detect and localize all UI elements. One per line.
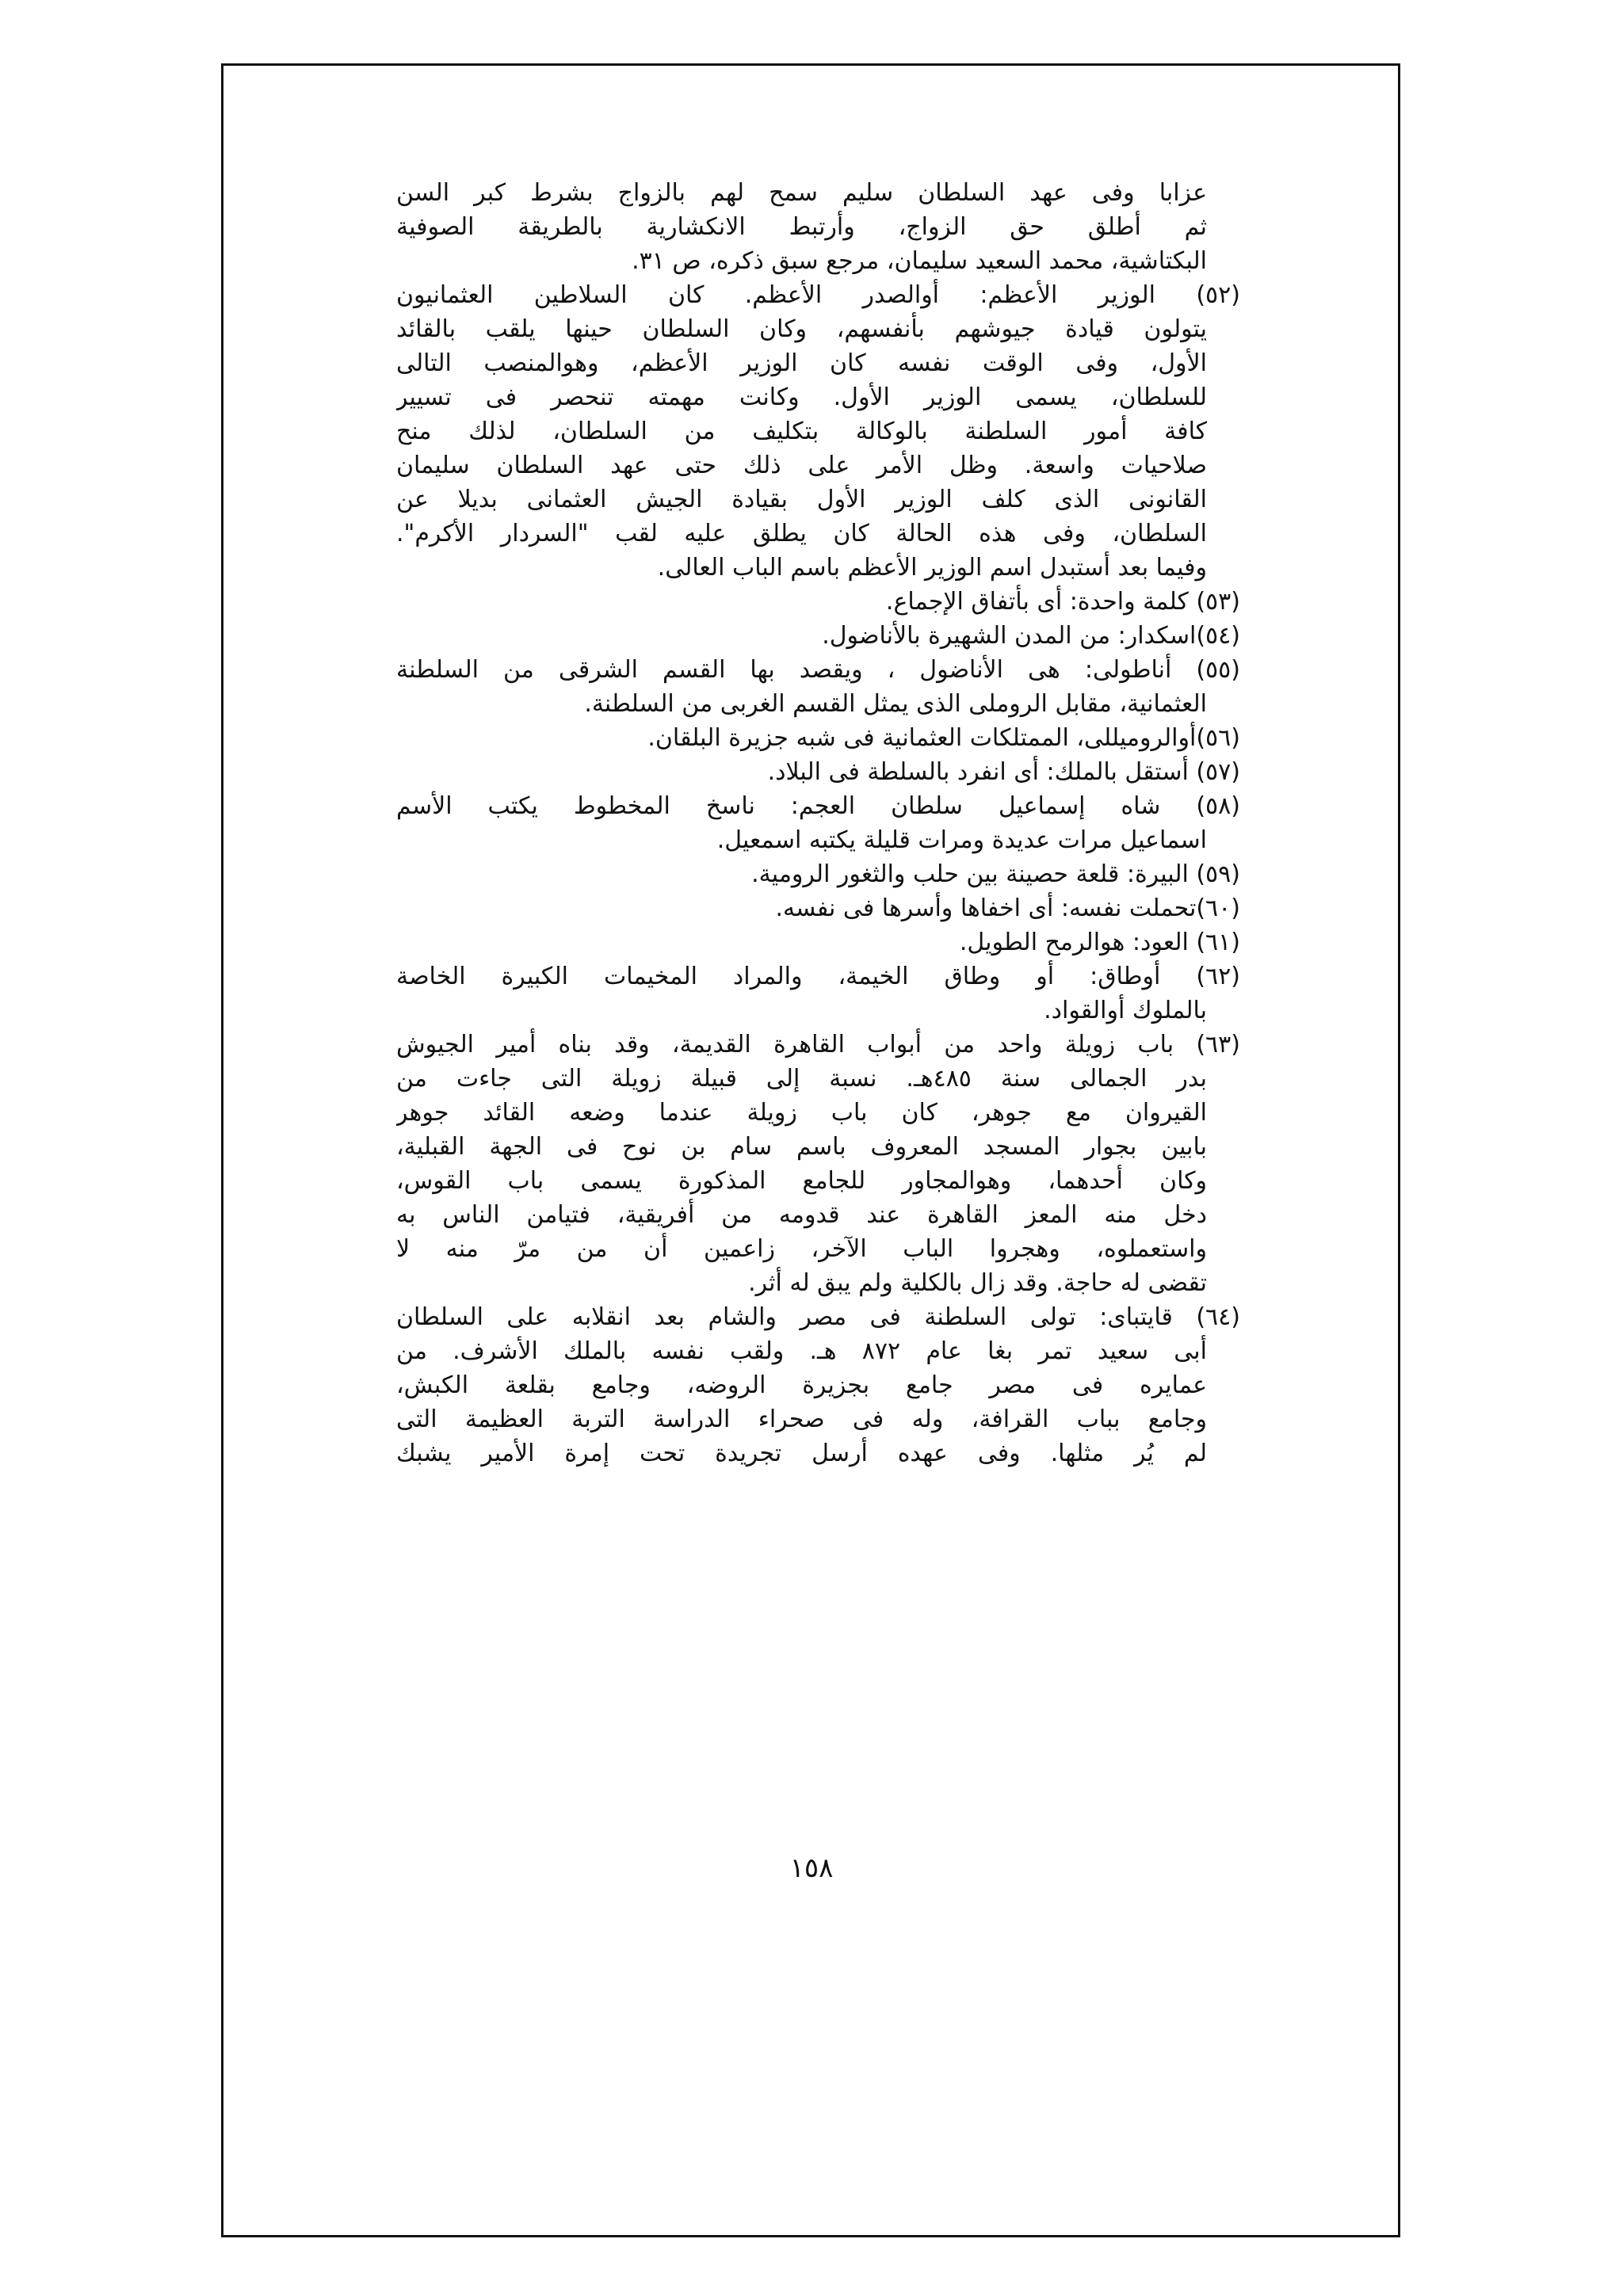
text-line: الأول، وفى الوقت نفسه كان الوزير الأعظم، وهوالمنصب التالى: [396, 349, 1207, 377]
footnotes-text-block: [396, 176, 1240, 1470]
text-line: (٦٢) أوطاق: أو وطاق الخيمة، والمراد المخيمات الكبيرة الخاصة: [396, 963, 1240, 990]
text-line: بالملوك أوالقواد.: [1044, 997, 1207, 1024]
text-line: عمايره فى مصر جامع بجزيرة الروضه، وجامع بقلعة الكبش،: [396, 1371, 1207, 1399]
text-line: أبى سعيد تمر بغا عام ٨٧٢ هـ. ولقب نفسه بالملك الأشرف. من: [396, 1337, 1207, 1365]
text-line: (٥٩) البيرة: قلعة حصينة بين حلب والثغور الرومية.: [751, 860, 1240, 888]
text-line: ثم أطلق حق الزواج، وأرتبط الانكشارية بالطريقة الصوفية: [396, 213, 1207, 241]
text-line: القانونى الذى كلف الوزير الأول بقيادة الجيش العثمانى بديلا عن: [396, 486, 1207, 513]
text-line: بدر الجمالى سنة ٤٨٥هـ. نسبة إلى قبيلة زويلة التى جاءت من: [396, 1065, 1208, 1093]
text-line: (٥٢) الوزير الأعظم: أوالصدر الأعظم. كان السلاطين العثمانيون: [396, 281, 1240, 309]
text-line: وفيما بعد أستبدل اسم الوزير الأعظم باسم الباب العالى.: [657, 554, 1207, 582]
text-line: يتولون قيادة جيوشهم بأنفسهم، وكان السلطان حينها يلقب بالقائد: [396, 315, 1207, 343]
text-line: (٥٧) أستقل بالملك: أى انفرد بالسلطة فى البلاد.: [767, 758, 1240, 786]
text-line: صلاحيات واسعة. وظل الأمر على ذلك حتى عهد السلطان سليمان: [396, 452, 1207, 479]
text-line: اسماعيل مرات عديدة ومرات قليلة يكتبه اسمعيل.: [716, 826, 1207, 854]
text-line: (٦٠)تحملت نفسه: أى اخفاها وأسرها فى نفسه.: [775, 894, 1240, 922]
text-line: (٦١) العود: هوالرمح الطويل.: [959, 929, 1240, 956]
text-line: (٥٥) أناطولى: هى الأناضول ، ويقصد بها القسم الشرقى من السلطنة: [396, 656, 1240, 684]
text-line: العثمانية، مقابل الروملى الذى يمثل القسم الغربى من السلطنة.: [584, 690, 1207, 718]
text-line: كافة أمور السلطنة بالوكالة بتكليف من السلطان، لذلك منح: [396, 418, 1207, 445]
text-line: تقضى له حاجة. وقد زال بالكلية ولم يبق له أثر.: [748, 1269, 1207, 1297]
text-line: واستعملوه، وهجروا الباب الآخر، زاعمين أن من مرّ منه لا: [396, 1235, 1207, 1263]
text-line: للسلطان، يسمى الوزير الأول. وكانت مهمته تنحصر فى تسيير: [396, 383, 1207, 411]
text-line: وجامع بباب القرافة، وله فى صحراء الدراسة التربة العظيمة التى: [396, 1405, 1207, 1433]
text-line: عزابا وفى عهد السلطان سليم سمح لهم بالزواج بشرط كبر السن: [396, 179, 1207, 207]
text-line: (٦٣) باب زويلة واحد من أبواب القاهرة القديمة، وقد بناه أمير الجيوش: [396, 1031, 1240, 1058]
text-line: وكان أحدهما، وهوالمجاور للجامع المذكورة يسمى باب القوس،: [396, 1167, 1207, 1195]
text-line: القيروان مع جوهر، كان باب زويلة عندما وضعه القائد جوهر: [396, 1099, 1207, 1127]
text-line: دخل منه المعز القاهرة عند قدومه من أفريقية، فتيامن الناس به: [396, 1201, 1207, 1229]
text-line: (٥٤)اسكدار: من المدن الشهيرة بالأناضول.: [822, 622, 1240, 650]
page-number: ١٥٨: [789, 1852, 834, 1884]
text-line: (٥٣) كلمة واحدة: أى بأتفاق الإجماع.: [885, 588, 1240, 616]
text-line: (٥٨) شاه إسماعيل سلطان العجم: ناسخ المخطوط يكتب الأسم: [396, 792, 1240, 820]
text-line: (٦٤) قايتباى: تولى السلطنة فى مصر والشام بعد انقلابه على السلطان: [396, 1303, 1240, 1331]
text-line: بابين بجوار المسجد المعروف باسم سام بن نوح فى الجهة القبلية،: [396, 1133, 1207, 1161]
text-line: (٥٦)أوالروميللى، الممتلكات العثمانية فى شبه جزيرة البلقان.: [647, 724, 1240, 752]
text-line: السلطان، وفى هذه الحالة كان يطلق عليه لقب "السردار الأكرم".: [396, 520, 1207, 547]
text-line: لم يُر مثلها. وفى عهده أرسل تجريدة تحت إمرة الأمير يشبك: [396, 1440, 1207, 1467]
text-line: البكتاشية، محمد السعيد سليمان، مرجع سبق ذكره، ص ٣١.: [632, 247, 1207, 275]
